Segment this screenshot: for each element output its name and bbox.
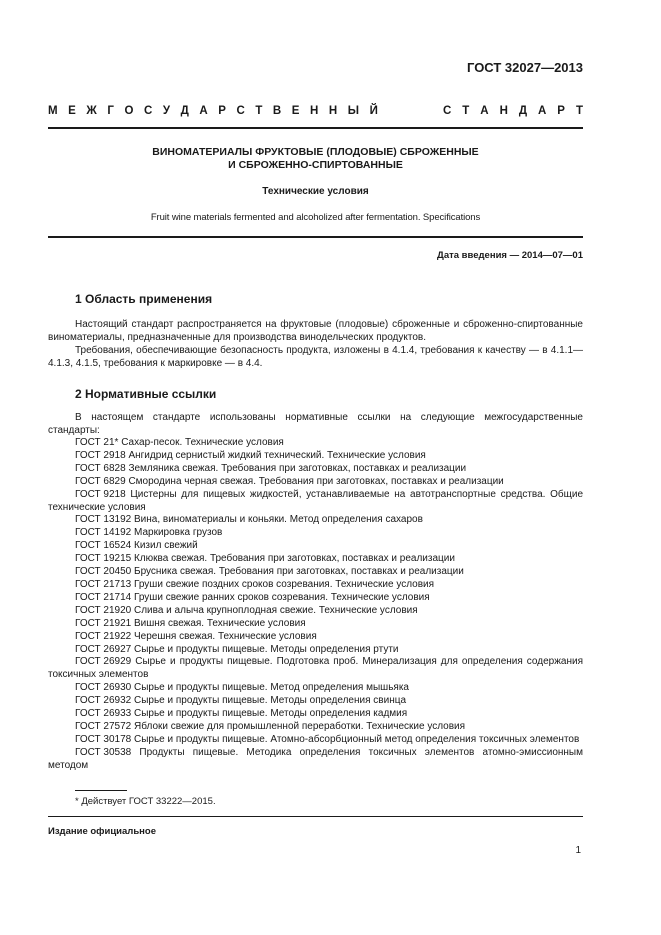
reference-code: ГОСТ 9218 (75, 488, 126, 500)
reference-code: ГОСТ 2918 (75, 449, 126, 461)
reference-code: ГОСТ 21921 (75, 617, 132, 629)
reference-item (48, 553, 583, 566)
normative-references-list (48, 437, 583, 773)
reference-title: Груши свежие поздних сроков созревания. Технические условия (134, 578, 435, 590)
page-number: 1 (575, 845, 581, 856)
reference-item (48, 747, 583, 773)
footnote-divider (75, 790, 127, 791)
reference-item (48, 708, 583, 721)
reference-code: ГОСТ 26932 (75, 695, 132, 707)
title-line-1: ВИНОМАТЕРИАЛЫ ФРУКТОВЫЕ (ПЛОДОВЫЕ) СБРОЖЕННЫЕ (152, 146, 479, 158)
reference-code: ГОСТ 27572 (75, 720, 132, 732)
reference-item (48, 540, 583, 553)
reference-code: ГОСТ 14192 (75, 527, 132, 539)
reference-title: Вишня свежая. Технические условия (134, 617, 306, 629)
reference-title: Клюква свежая. Требования при заготовках, поставках и реализации (134, 553, 455, 565)
reference-code: ГОСТ 26927 (75, 643, 132, 655)
interstate-word: М Е Ж Г О С У Д А Р С Т В Е Н Н Ы Й (48, 105, 378, 117)
section-2-intro (48, 411, 583, 437)
reference-title: Вина, виноматериалы и коньяки. Метод определения сахаров (134, 514, 423, 526)
reference-title: Черешня свежая. Технические условия (134, 630, 317, 642)
reference-title: Смородина черная свежая. Требования при заготовках, поставках и реализации (128, 475, 504, 487)
section-1-paragraph-2: Требования, обеспечивающие безопасность продукта, изложены в 4.1.4, требования к качеству — в 4.1.1—4.1.3, 4.1.5, требования к маркировке — в 4.4. (48, 345, 583, 369)
reference-title: Продукты пищевые. Методика определения токсичных элементов атомно-эмиссионным методом (48, 746, 583, 771)
reference-title: Ангидрид сернистый жидкий технический. Технические условия (128, 449, 426, 461)
reference-code: ГОСТ 13192 (75, 514, 132, 526)
reference-code: ГОСТ 30538 (75, 746, 132, 758)
reference-item (48, 656, 583, 682)
reference-title: Сырье и продукты пищевые. Подготовка проб. Минерализация для определения содержания токсичных элементов (48, 656, 583, 681)
reference-code: ГОСТ 26930 (75, 682, 132, 694)
section-1-body (48, 318, 583, 370)
reference-title: Сахар-песок. Технические условия (121, 437, 284, 448)
reference-item (48, 463, 583, 476)
reference-code: ГОСТ 21714 (75, 591, 132, 603)
reference-item (48, 514, 583, 527)
document-subtitle: Технические условия (262, 186, 369, 197)
reference-title: Сырье и продукты пищевые. Метод определения мышьяка (134, 682, 409, 694)
document-title (48, 146, 583, 172)
english-title: Fruit wine materials fermented and alcoholized after fermentation. Specifications (150, 212, 481, 223)
reference-title: Сырье и продукты пищевые. Методы определения кадмия (134, 708, 408, 720)
section-2-intro-text: В настоящем стандарте использованы нормативные ссылки на следующие межгосударственные стандарты: (48, 412, 583, 436)
reference-item (48, 644, 583, 657)
footnote: * Действует ГОСТ 33222—2015. (75, 796, 216, 807)
reference-title: Груши свежие ранних сроков созревания. Технические условия (134, 591, 430, 603)
section-2-heading: 2 Нормативные ссылки (75, 387, 217, 401)
reference-code: ГОСТ 6828 (75, 462, 126, 474)
reference-item (48, 527, 583, 540)
reference-item (48, 450, 583, 463)
reference-item (48, 721, 583, 734)
reference-title: Сырье и продукты пищевые. Методы определения свинца (134, 695, 407, 707)
interstate-standard-banner (48, 105, 583, 121)
reference-title: Сырье и продукты пищевые. Атомно-абсорбционный метод определения токсичных элементов (134, 733, 580, 745)
interstate-word: С Т А Н Д А Р Т (443, 105, 583, 117)
reference-code: ГОСТ 26929 (75, 656, 132, 668)
reference-item (48, 618, 583, 631)
reference-item (48, 592, 583, 605)
reference-title: Брусника свежая. Требования при заготовках, поставках и реализации (134, 566, 464, 578)
reference-title: Земляника свежая. Требования при заготовках, поставках и реализации (128, 462, 467, 474)
reference-item (48, 437, 583, 450)
reference-title: Сырье и продукты пищевые. Методы определения ртути (134, 643, 399, 655)
reference-code: ГОСТ 30178 (75, 733, 132, 745)
reference-code: ГОСТ 21920 (75, 604, 132, 616)
reference-code: ГОСТ 19215 (75, 553, 132, 565)
footer-divider (48, 816, 583, 817)
section-1-heading: 1 Область применения (75, 292, 213, 306)
reference-item (48, 734, 583, 747)
section-1-paragraph-1: Настоящий стандарт распространяется на фруктовые (плодовые) сброженные и сброженно-спиртованные виноматериалы, предназначенные для производства винодельческих продуктов. (48, 319, 583, 343)
reference-title: Слива и алыча крупноплодная свежие. Технические условия (134, 604, 418, 616)
reference-item (48, 566, 583, 579)
reference-title: Кизил свежий (134, 540, 198, 552)
header-divider (48, 127, 583, 129)
edition-label: Издание официальное (48, 826, 156, 837)
reference-title: Маркировка грузов (134, 527, 223, 539)
document-code: ГОСТ 32027—2013 (467, 60, 583, 75)
reference-code: ГОСТ 21713 (75, 578, 132, 590)
reference-item (48, 682, 583, 695)
reference-code: ГОСТ 21* (75, 437, 119, 448)
reference-item (48, 631, 583, 644)
reference-code: ГОСТ 21922 (75, 630, 132, 642)
reference-title: Цистерны для пищевых жидкостей, устанавливаемые на автотранспортные средства. Общие технические условия (48, 488, 583, 513)
reference-item (48, 695, 583, 708)
reference-item (48, 605, 583, 618)
reference-code: ГОСТ 16524 (75, 540, 132, 552)
reference-item (48, 579, 583, 592)
reference-item (48, 489, 583, 515)
reference-title: Яблоки свежие для промышленной переработки. Технические условия (134, 720, 466, 732)
title-line-2: И СБРОЖЕННО-СПИРТОВАННЫЕ (228, 159, 403, 171)
reference-code: ГОСТ 26933 (75, 708, 132, 720)
title-divider (48, 236, 583, 238)
reference-item (48, 476, 583, 489)
reference-code: ГОСТ 20450 (75, 566, 132, 578)
reference-code: ГОСТ 6829 (75, 475, 126, 487)
introduction-date: Дата введения — 2014—07—01 (437, 250, 583, 261)
